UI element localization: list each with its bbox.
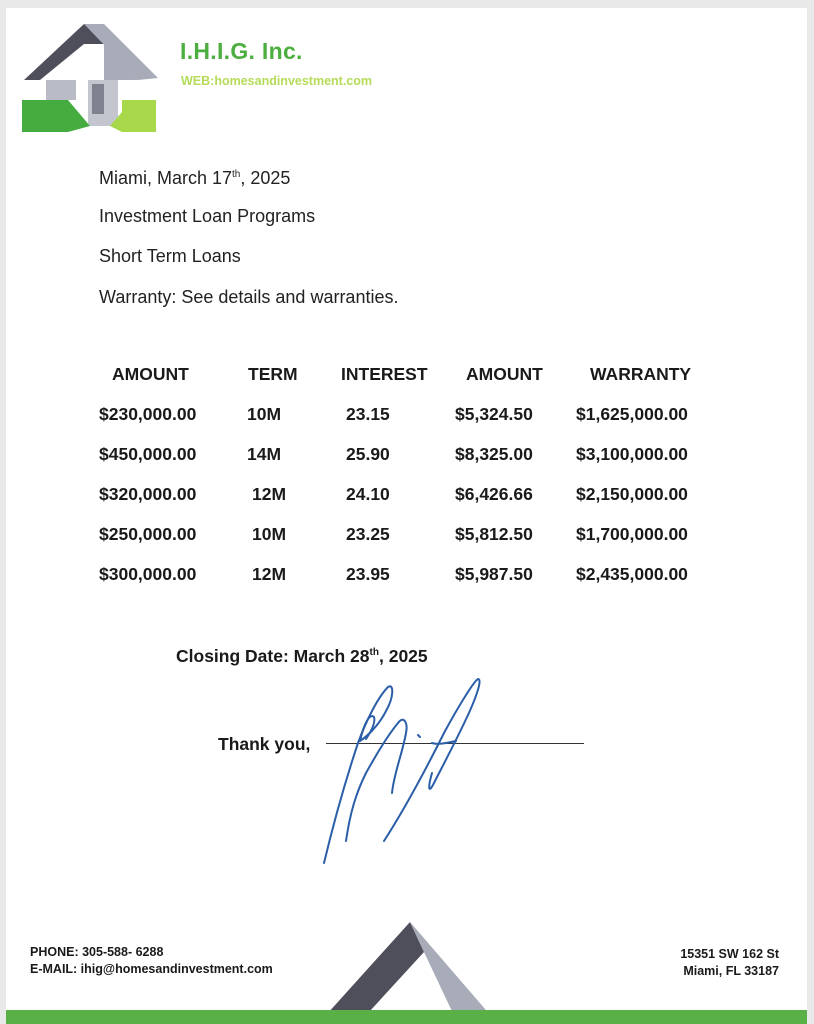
cell-amount: $450,000.00 xyxy=(99,444,197,464)
program-title: Investment Loan Programs xyxy=(99,205,316,226)
cell-interest: 24.10 xyxy=(346,484,390,504)
date-line xyxy=(99,164,398,205)
cell-term: 10M xyxy=(247,404,282,424)
company-website: WEB:homesandinvestment.com xyxy=(181,74,373,88)
cell-interest: 23.25 xyxy=(346,524,390,544)
document-page xyxy=(6,8,807,1024)
cell-warranty: $1,700,000.00 xyxy=(576,524,688,544)
closing-date-year: , 2025 xyxy=(378,646,428,666)
closing-date-text: Closing Date: March 28 xyxy=(176,646,370,666)
warranty-note: Warranty: See details and warranties. xyxy=(99,286,399,307)
cell-payment: $5,324.50 xyxy=(455,404,533,424)
cell-interest: 23.95 xyxy=(346,564,390,584)
cell-warranty: $2,150,000.00 xyxy=(576,484,688,504)
email-text: E-MAIL: ihig@homesandinvestment.com xyxy=(30,962,273,976)
cell-amount: $250,000.00 xyxy=(99,524,197,544)
contact-info xyxy=(30,944,273,978)
phone-text: PHONE: 305-588- 6288 xyxy=(30,945,164,959)
cell-warranty: $2,435,000.00 xyxy=(576,564,688,584)
cell-payment: $8,325.00 xyxy=(455,444,533,464)
cell-interest: 25.90 xyxy=(346,444,390,464)
cell-term: 12M xyxy=(252,484,287,504)
handwritten-signature-icon xyxy=(306,663,496,873)
address-block xyxy=(680,946,779,980)
header-term: TERM xyxy=(248,364,298,384)
footer-roof-logo-icon xyxy=(318,916,498,1024)
header-interest: INTEREST xyxy=(341,364,428,384)
date-ordinal: th xyxy=(232,169,241,180)
cell-term: 10M xyxy=(252,524,287,544)
intro-block xyxy=(99,164,398,326)
house-logo-icon xyxy=(18,22,158,134)
header-amount: AMOUNT xyxy=(112,364,189,384)
cell-warranty: $3,100,000.00 xyxy=(576,444,688,464)
header-warranty: WARRANTY xyxy=(590,364,692,384)
program-subtitle: Short Term Loans xyxy=(99,246,241,266)
thank-you-text: Thank you, xyxy=(218,734,311,754)
company-name: I.H.I.G. Inc. xyxy=(180,38,303,64)
cell-interest: 23.15 xyxy=(346,404,390,424)
cell-term: 12M xyxy=(252,564,287,584)
header-payment: AMOUNT xyxy=(466,364,543,384)
cell-amount: $230,000.00 xyxy=(99,404,197,424)
cell-payment: $6,426.66 xyxy=(455,484,533,504)
closing-date-ordinal: th xyxy=(369,647,379,658)
date-text: Miami, March 17 xyxy=(99,168,233,188)
footer-bar xyxy=(6,1010,807,1024)
cell-payment: $5,812.50 xyxy=(455,524,533,544)
address-street: 15351 SW 162 St xyxy=(680,947,779,961)
cell-term: 14M xyxy=(247,444,282,464)
date-year: , 2025 xyxy=(240,168,291,188)
cell-warranty: $1,625,000.00 xyxy=(576,404,688,424)
cell-amount: $300,000.00 xyxy=(99,564,197,584)
cell-payment: $5,987.50 xyxy=(455,564,533,584)
address-city: Miami, FL 33187 xyxy=(683,964,779,978)
cell-amount: $320,000.00 xyxy=(99,484,197,504)
